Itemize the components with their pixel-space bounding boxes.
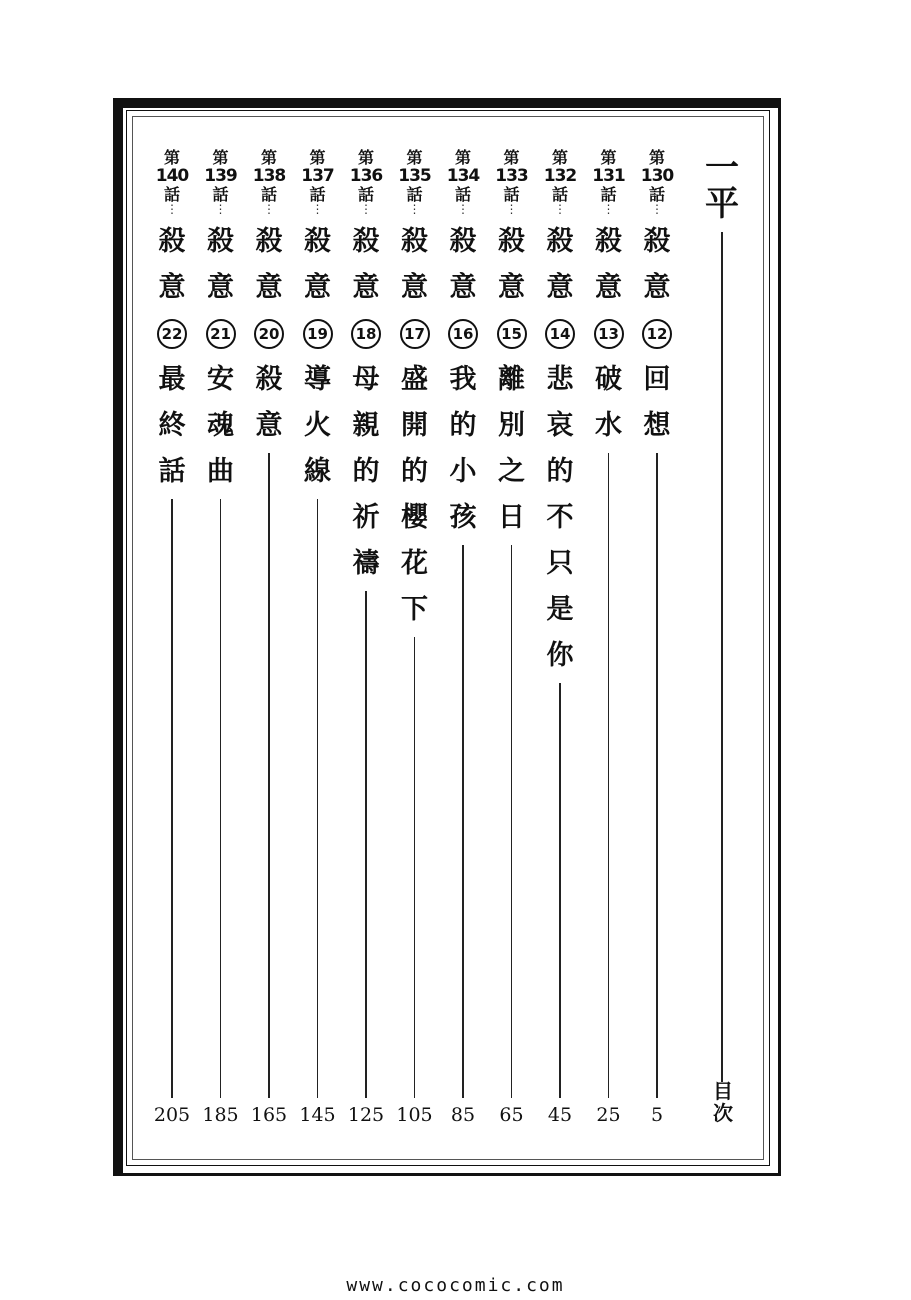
heading-char-1: 一 (705, 148, 739, 188)
chapter-page-number: 25 (596, 1104, 621, 1126)
chapter-circled-number: 17 (400, 319, 430, 349)
chapter-title-char: 花 (401, 548, 428, 579)
chapter-title-prefix-char: 殺 (643, 226, 671, 257)
chapter-title-char: 小 (449, 456, 477, 487)
chapter-suffix-hua: 話 (309, 185, 326, 204)
chapter-title-char: 哀 (546, 410, 574, 441)
chapter-title-char: 祈 (352, 502, 380, 533)
chapter-suffix-hua: 話 (503, 185, 520, 204)
chapter-number-block (495, 150, 528, 203)
chapter-number: 137 (301, 166, 334, 186)
chapter-title-char: 意 (255, 410, 283, 441)
chapter-title-prefix-char: 意 (255, 272, 283, 303)
chapter-title (545, 219, 575, 679)
chapter-number: 140 (155, 166, 189, 186)
toc-heading-bottom (706, 1080, 740, 1124)
chapter-number-block (641, 150, 674, 203)
chapter-entry (199, 150, 243, 495)
chapter-page-number: 205 (153, 1104, 191, 1126)
chapter-number-block (301, 150, 334, 203)
chapter-prefix-di: 第 (503, 148, 520, 167)
chapter-number: 134 (446, 166, 480, 186)
chapter-leader-line (414, 637, 416, 1098)
chapter-title-prefix-char: 意 (449, 272, 477, 303)
chapter-title-prefix-char: 意 (498, 272, 525, 303)
chapter-title-prefix-char: 意 (207, 272, 234, 303)
chapter-title-char: 下 (401, 594, 428, 625)
chapter-leader-line (317, 499, 319, 1098)
chapter-title-prefix-char: 意 (352, 272, 380, 303)
chapter-number: 133 (495, 166, 528, 186)
chapter-title-prefix-char: 意 (546, 272, 574, 303)
chapter-circled-number: 22 (157, 319, 187, 349)
chapter-title-char: 別 (498, 410, 525, 441)
chapter-number-block (204, 150, 237, 203)
chapter-title-char: 曲 (207, 456, 234, 487)
chapter-title-prefix-char: 殺 (207, 226, 234, 257)
chapter-title-prefix-char: 殺 (449, 226, 477, 257)
chapter-prefix-di: 第 (406, 148, 423, 167)
chapter-dots: ⋮ (263, 202, 275, 216)
chapter-title-char: 的 (401, 456, 428, 487)
chapter-title-char: 安 (207, 364, 234, 395)
chapter-title-char: 火 (304, 410, 331, 441)
chapter-number-block (592, 150, 625, 203)
chapter-page-number: 105 (396, 1104, 433, 1126)
chapter-leader-line (268, 453, 270, 1098)
chapter-prefix-di: 第 (551, 148, 568, 167)
chapter-title-prefix-char: 殺 (401, 226, 428, 257)
chapter-entry (587, 150, 631, 449)
chapter-dots: ⋮ (651, 202, 663, 216)
chapter-title-char: 之 (498, 456, 525, 487)
chapter-prefix-di: 第 (648, 148, 665, 167)
chapter-dots: ⋮ (311, 202, 324, 216)
chapter-suffix-hua: 話 (551, 185, 568, 204)
chapter-number: 139 (204, 166, 237, 186)
chapter-page-number: 85 (450, 1104, 476, 1126)
chapter-number: 130 (640, 166, 674, 186)
chapter-title-char: 開 (401, 410, 428, 441)
chapter-leader-line (511, 545, 513, 1098)
chapter-entry (296, 150, 340, 495)
chapter-number: 135 (398, 166, 431, 186)
chapter-suffix-hua: 話 (260, 185, 277, 204)
chapter-title-prefix-char: 意 (595, 272, 622, 303)
chapter-title-char: 我 (449, 364, 477, 395)
chapter-leader-line (559, 683, 561, 1098)
chapter-circled-number: 16 (448, 319, 478, 349)
chapter-title-char: 是 (546, 594, 574, 625)
footer-url: www.cococomic.com (346, 1275, 565, 1296)
chapter-number-block (156, 150, 189, 203)
chapter-title-char: 水 (595, 410, 622, 441)
chapter-dots: ⋮ (602, 202, 615, 216)
chapter-dots: ⋮ (360, 202, 372, 216)
chapter-title-char: 盛 (401, 364, 428, 395)
chapter-title-prefix-char: 殺 (158, 226, 186, 257)
chapter-number: 138 (252, 166, 286, 186)
chapter-entry (344, 150, 388, 587)
chapter-entry (441, 150, 485, 541)
chapter-title-char: 悲 (546, 364, 574, 395)
chapter-title-prefix-char: 意 (643, 272, 671, 303)
chapter-title-char: 的 (352, 456, 380, 487)
chapter-title (400, 219, 430, 633)
chapter-title-char: 只 (546, 548, 574, 579)
chapter-prefix-di: 第 (212, 148, 229, 167)
chapter-title-char: 回 (643, 364, 671, 395)
chapter-title (157, 219, 187, 495)
chapter-dots: ⋮ (408, 202, 421, 216)
chapter-dots: ⋮ (214, 202, 227, 216)
chapter-dots: ⋮ (554, 202, 566, 216)
chapter-dots: ⋮ (457, 202, 469, 216)
chapter-page-number: 165 (250, 1104, 288, 1126)
chapter-prefix-di: 第 (600, 148, 617, 167)
chapter-page-number: 65 (499, 1104, 524, 1126)
chapter-page-number: 145 (299, 1104, 336, 1126)
chapter-entry (393, 150, 437, 633)
chapter-title-char: 線 (304, 456, 331, 487)
chapter-entry (150, 150, 194, 495)
chapter-number-block (398, 150, 431, 203)
chapter-number-block (253, 150, 286, 203)
chapter-title-prefix-char: 殺 (255, 226, 283, 257)
chapter-title-prefix-char: 殺 (498, 226, 525, 257)
chapter-title-prefix-char: 意 (304, 272, 331, 303)
chapter-prefix-di: 第 (260, 148, 277, 167)
chapter-entry (635, 150, 679, 449)
chapter-title-char: 不 (546, 502, 574, 533)
chapter-title-prefix-char: 殺 (352, 226, 380, 257)
chapter-circled-number: 18 (351, 319, 381, 349)
chapter-suffix-hua: 話 (163, 185, 180, 204)
heading-bottom-char-1: 目 (713, 1079, 733, 1103)
chapter-number-block (447, 150, 480, 203)
chapter-page-number: 5 (650, 1104, 664, 1126)
chapter-suffix-hua: 話 (212, 185, 229, 204)
chapter-page-number: 45 (547, 1104, 573, 1126)
chapter-title-char: 殺 (255, 364, 283, 395)
chapter-leader-line (462, 545, 464, 1098)
chapter-title-char: 親 (352, 410, 380, 441)
chapter-title (206, 219, 236, 495)
chapter-title (497, 219, 527, 541)
chapter-leader-line (608, 453, 610, 1098)
chapter-prefix-di: 第 (454, 148, 471, 167)
chapter-title-prefix-char: 意 (401, 272, 428, 303)
chapter-number-block (544, 150, 577, 203)
chapter-suffix-hua: 話 (600, 185, 617, 204)
chapter-suffix-hua: 話 (454, 185, 471, 204)
chapter-title (303, 219, 333, 495)
chapter-title-char: 終 (158, 410, 186, 441)
chapter-page-number: 185 (202, 1104, 239, 1126)
chapter-leader-line (171, 499, 173, 1098)
chapter-title-char: 日 (498, 502, 525, 533)
chapter-title-char: 導 (304, 364, 331, 395)
chapter-title-char: 話 (158, 456, 186, 487)
chapter-entry (247, 150, 291, 449)
chapter-title (254, 219, 284, 449)
chapter-title-prefix-char: 殺 (595, 226, 622, 257)
chapter-title-char: 破 (595, 364, 622, 395)
chapter-dots: ⋮ (166, 202, 178, 216)
chapter-title (448, 219, 478, 541)
chapter-circled-number: 21 (206, 319, 236, 349)
heading-char-2: 平 (705, 184, 739, 224)
chapter-leader-line (656, 453, 658, 1098)
chapter-circled-number: 20 (254, 319, 284, 349)
toc-heading (702, 150, 742, 222)
chapter-circled-number: 15 (497, 319, 527, 349)
chapter-title-char: 你 (546, 640, 574, 671)
chapter-page-number: 125 (347, 1104, 385, 1126)
chapter-title-prefix-char: 意 (158, 272, 186, 303)
chapter-leader-line (365, 591, 367, 1098)
chapter-suffix-hua: 話 (357, 185, 374, 204)
chapter-leader-line (220, 499, 222, 1098)
chapter-number: 136 (349, 166, 383, 186)
chapter-title-char: 想 (643, 410, 671, 441)
chapter-circled-number: 12 (642, 319, 672, 349)
chapter-title-prefix-char: 殺 (304, 226, 331, 257)
chapter-number-block (350, 150, 383, 203)
chapter-prefix-di: 第 (163, 148, 180, 167)
chapter-title-char: 的 (449, 410, 477, 441)
chapter-circled-number: 14 (545, 319, 575, 349)
chapter-entry (538, 150, 582, 679)
chapter-prefix-di: 第 (309, 148, 326, 167)
chapter-title (351, 219, 381, 587)
chapter-circled-number: 13 (594, 319, 624, 349)
chapter-prefix-di: 第 (357, 148, 374, 167)
chapter-title-char: 魂 (207, 410, 234, 441)
chapter-suffix-hua: 話 (406, 185, 423, 204)
chapter-title-char: 孩 (449, 502, 477, 533)
chapter-title-char: 離 (498, 364, 525, 395)
chapter-title (594, 219, 624, 449)
chapter-title-prefix-char: 殺 (546, 226, 574, 257)
chapter-suffix-hua: 話 (648, 185, 665, 204)
chapter-circled-number: 19 (303, 319, 333, 349)
chapter-title-char: 櫻 (401, 502, 428, 533)
chapter-title-char: 最 (158, 364, 186, 395)
chapter-number: 131 (592, 166, 625, 186)
chapter-entry (490, 150, 534, 541)
chapter-dots: ⋮ (505, 202, 518, 216)
chapter-title-char: 的 (546, 456, 574, 487)
heading-rule (721, 232, 723, 1082)
heading-bottom-char-2: 次 (713, 1101, 733, 1125)
chapter-number: 132 (543, 166, 577, 186)
chapter-title-char: 禱 (352, 548, 380, 579)
chapter-title (642, 219, 672, 449)
chapter-title-char: 母 (352, 364, 380, 395)
